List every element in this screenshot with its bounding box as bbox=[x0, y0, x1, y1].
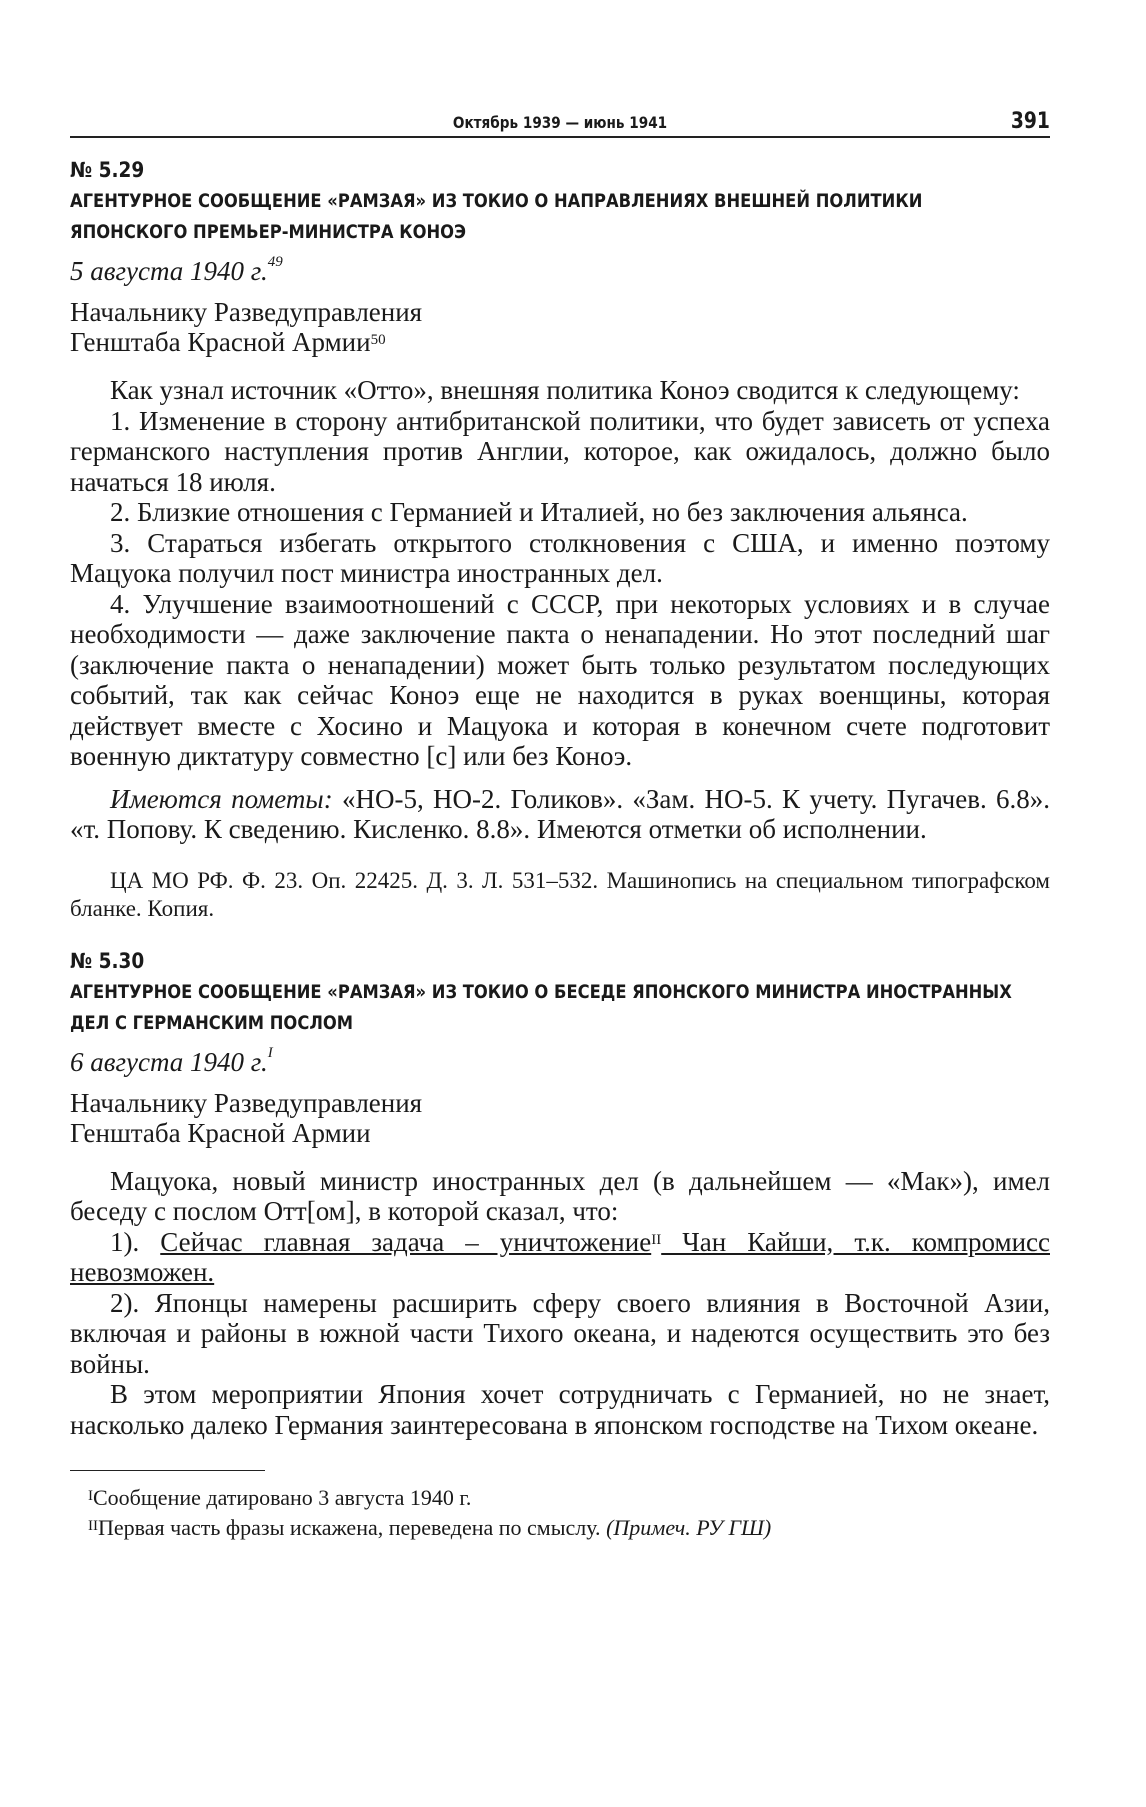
paragraph: В этом мероприятии Япония хочет сотрудничать с Германией, но не знает, насколько далеко Германия заинтересована в японском господстве на Тихом океане. bbox=[70, 1379, 1050, 1440]
footnote-ref: I bbox=[267, 1044, 273, 1061]
underlined-text: Чан Кайши, т.к. компромисс невозможен. bbox=[70, 1226, 1050, 1287]
running-title: Октябрь 1939 — июнь 1941 bbox=[452, 113, 668, 132]
paragraph bbox=[70, 1227, 1050, 1288]
addressee bbox=[70, 297, 1050, 357]
marks-text: «НО-5, НО-2. Голиков». «Зам. НО-5. К учету. Пугачев. 6.8». «т. Попову. К сведению. Кисленко. 8.8». Имеются отметки об исполнении. bbox=[70, 783, 1050, 844]
footnote bbox=[70, 1513, 1050, 1543]
document-title: АГЕНТУРНОЕ СООБЩЕНИЕ «РАМЗАЯ» ИЗ ТОКИО О БЕСЕДЕ ЯПОНСКОГО МИНИСТРА ИНОСТРАННЫХ ДЕЛ С ГЕРМАНСКИМ ПОСЛОМ bbox=[70, 980, 1012, 1034]
marks-label: Имеются пометы: bbox=[110, 783, 333, 814]
addressee-line: Начальнику Разведуправления bbox=[70, 297, 423, 327]
addressee-line: Генштаба Красной Армии bbox=[70, 1117, 371, 1148]
document-date bbox=[70, 1044, 1050, 1078]
addressee-line bbox=[70, 327, 1050, 357]
book-page bbox=[70, 100, 1050, 1543]
paragraph: 4. Улучшение взаимоотношений с СССР, при некоторых условиях и в случае необходимости — даже заключение пакта о ненападении. Но этот последний шаг (заключение пакта о ненападении) может быть только результатом последующих событий, так как сейчас Коноэ еще не находится в руках военщины, которая действует вместе с Хосино и Мацуока и которая в конечном счете подготовит военную диктатуру совместно [с] или без Коноэ. bbox=[70, 588, 1050, 771]
document-number: № 5.29 bbox=[70, 158, 145, 182]
footnote-mark: I bbox=[88, 1488, 93, 1504]
document-5-29 bbox=[70, 158, 1050, 923]
document-title: АГЕНТУРНОЕ СООБЩЕНИЕ «РАМЗАЯ» ИЗ ТОКИО О НАПРАВЛЕНИЯХ ВНЕШНЕЙ ПОЛИТИКИ ЯПОНСКОГО ПРЕМЬЕР-МИНИСТРА КОНОЭ bbox=[70, 190, 923, 243]
footnote bbox=[70, 1483, 1050, 1513]
addressee-line: Начальнику Разведуправления bbox=[70, 1087, 423, 1118]
archive-source: ЦА МО РФ. Ф. 23. Оп. 22425. Д. 3. Л. 531–532. Машинопись на специальном типографском бланке. Копия. bbox=[70, 867, 1050, 921]
paragraph: 3. Стараться избегать открытого столкновения с США, и именно поэтому Мацуока получил пост министра иностранных дел. bbox=[70, 527, 1050, 588]
date-text: 5 августа 1940 г. bbox=[70, 256, 268, 286]
footnote-ref: 49 bbox=[267, 254, 283, 270]
footnote-mark: II bbox=[88, 1518, 98, 1534]
document-5-30 bbox=[70, 949, 1050, 1441]
paragraph: Мацуока, новый министр иностранных дел (в дальнейшем — «Мак»), имел беседу с послом Отт[ом], в которой сказал, что: bbox=[70, 1165, 1050, 1226]
footnote-ref: II bbox=[651, 1231, 662, 1248]
footnote-text: Сообщение датировано 3 августа 1940 г. bbox=[93, 1485, 472, 1510]
date-text: 6 августа 1940 г. bbox=[70, 1046, 268, 1077]
addressee bbox=[70, 1088, 1050, 1148]
paragraph: 2. Близкие отношения с Германией и Италией, но без заключения альянса. bbox=[110, 497, 968, 527]
page-number: 391 bbox=[1010, 109, 1050, 134]
paragraph: 2). Японцы намерены расширить сферу своего влияния в Восточной Азии, включая и районы в южной части Тихого океана, и надеются осуществить это без войны. bbox=[70, 1287, 1050, 1379]
item-number: 1). bbox=[110, 1226, 161, 1257]
underlined-text: Сейчас главная задача – уничтожение bbox=[160, 1226, 652, 1257]
document-number: № 5.30 bbox=[70, 948, 145, 973]
footnote-ref: 50 bbox=[370, 332, 386, 348]
document-date bbox=[70, 256, 1050, 287]
footnote-divider bbox=[70, 1470, 265, 1471]
footnote-text: Первая часть фразы искажена, переведена по смыслу. bbox=[98, 1515, 607, 1540]
footnote-editor-note: (Примеч. РУ ГШ) bbox=[606, 1515, 772, 1540]
running-header bbox=[70, 100, 1050, 138]
addressee-text: Генштаба Красной Армии bbox=[70, 327, 371, 357]
paragraph: 1. Изменение в сторону антибританской политики, что будет зависеть от успеха германского наступления против Англии, которое, как ожидалось, должно было начаться 18 июля. bbox=[70, 405, 1050, 497]
marks-paragraph bbox=[70, 784, 1050, 845]
paragraph: Как узнал источник «Отто», внешняя политика Коноэ сводится к следующему: bbox=[110, 375, 1020, 405]
